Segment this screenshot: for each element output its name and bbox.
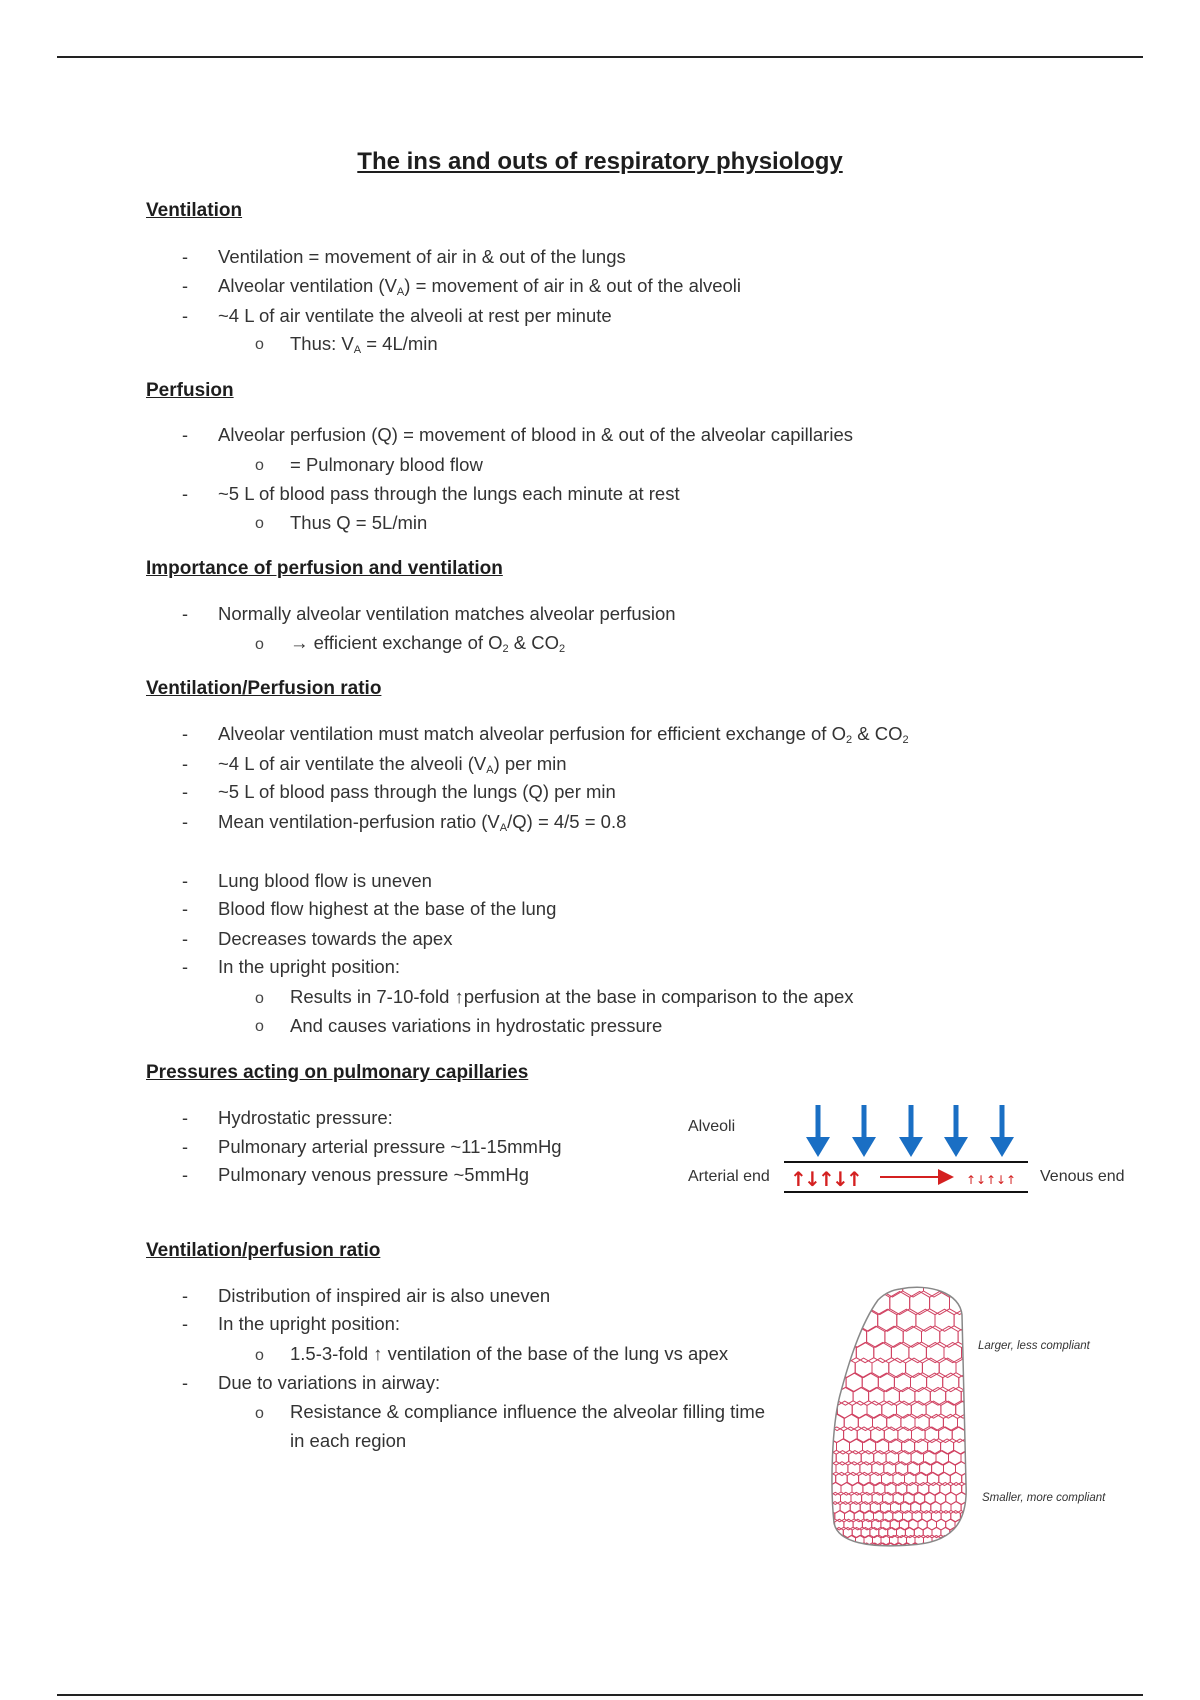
list-dash: - bbox=[182, 1314, 188, 1334]
alveolus-cell bbox=[904, 1492, 915, 1504]
section-heading-importance: Importance of perfusion and ventilation bbox=[146, 558, 503, 579]
alveolus-cell bbox=[838, 1543, 846, 1550]
list-dash: - bbox=[182, 899, 188, 919]
alveolus-cell bbox=[830, 1387, 838, 1405]
alveolus-cell bbox=[830, 1343, 839, 1363]
alveolus-cell bbox=[928, 1543, 936, 1550]
alveolus-cell bbox=[870, 1292, 890, 1315]
list-item: In the upright position: bbox=[218, 956, 401, 977]
alveolus-cell bbox=[885, 1326, 903, 1347]
alveolus-cell bbox=[903, 1326, 921, 1347]
alveolus-cell bbox=[920, 1462, 932, 1476]
alveolus-cell bbox=[837, 1439, 850, 1454]
alveolus-cell bbox=[839, 1343, 857, 1363]
alveolus-cell bbox=[936, 1543, 944, 1550]
sub-list-item: Results in 7-10-fold ↑perfusion at the base in comparison to the apex bbox=[290, 986, 854, 1007]
alveolus-cell bbox=[944, 1543, 952, 1550]
alveolus-cell bbox=[838, 1358, 855, 1377]
alveolus-cell bbox=[862, 1373, 878, 1392]
alveolus-cell bbox=[911, 1451, 923, 1465]
list-dash: - bbox=[182, 754, 188, 774]
diagram-label-venous-end: Venous end bbox=[1040, 1168, 1125, 1185]
alveolus-cell bbox=[835, 1511, 845, 1522]
alveolus-cell bbox=[836, 1451, 849, 1465]
alveolus-cell bbox=[932, 1528, 941, 1538]
alveolus-cell bbox=[965, 1285, 970, 1297]
alveolus-cell bbox=[967, 1439, 970, 1454]
alveolus-cell bbox=[958, 1535, 967, 1545]
list-dash: - bbox=[182, 957, 188, 977]
list-item: Lung blood flow is uneven bbox=[218, 870, 432, 891]
list-item: ~5 L of blood pass through the lungs each minute at rest bbox=[218, 483, 680, 504]
page-title: The ins and outs of respiratory physiology bbox=[357, 148, 843, 175]
alveolus-cell bbox=[840, 1309, 859, 1331]
sub-bullet: o bbox=[255, 990, 264, 1007]
top-rule bbox=[57, 56, 1143, 58]
list-item: Alveolar ventilation must match alveolar perfusion for efficient exchange of $O_2$ & $CO_2$ bbox=[218, 723, 909, 746]
list-dash: - bbox=[182, 247, 188, 267]
alveolus-cell bbox=[830, 1358, 838, 1377]
section-heading-perfusion: Perfusion bbox=[146, 380, 234, 401]
sub-bullet: o bbox=[255, 336, 264, 353]
alveolus-cell bbox=[949, 1535, 958, 1545]
alveolus-cell bbox=[830, 1528, 834, 1538]
svg-text:↓: ↓ bbox=[832, 1167, 849, 1191]
down-arrow-icon bbox=[990, 1105, 1014, 1157]
sub-list-item: Thus: $V_A = 4L/\min$ bbox=[290, 333, 438, 356]
capillary-pressure-diagram bbox=[780, 1100, 1040, 1200]
alveolus-cell bbox=[839, 1535, 848, 1545]
alveolus-cell bbox=[878, 1373, 894, 1392]
sub-list-item: Resistance & compliance influence the alveolar filling time bbox=[290, 1401, 766, 1422]
sub-list-item-continued: in each region bbox=[290, 1430, 407, 1451]
alveolus-cell bbox=[830, 1292, 850, 1315]
down-arrow-icon bbox=[806, 1105, 830, 1157]
list-item: Blood flow highest at the base of the lung bbox=[218, 898, 557, 919]
list-dash: - bbox=[182, 1373, 188, 1393]
alveolus-cell bbox=[830, 1543, 838, 1550]
list-dash: - bbox=[182, 724, 188, 744]
alveolus-cell bbox=[969, 1543, 971, 1550]
diagram-label-alveoli: Alveoli bbox=[688, 1118, 736, 1135]
down-arrow-icon bbox=[899, 1105, 923, 1157]
sub-bullet: o bbox=[255, 457, 264, 474]
list-item: Hydrostatic pressure: bbox=[218, 1107, 393, 1128]
svg-text:↑: ↑ bbox=[966, 1173, 977, 1187]
svg-text:↓: ↓ bbox=[804, 1167, 821, 1191]
alveolus-cell bbox=[836, 1462, 848, 1476]
list-dash: - bbox=[182, 425, 188, 445]
section-heading-vq-ratio-2: Ventilation/perfusion ratio bbox=[146, 1240, 381, 1261]
alveolus-cell bbox=[952, 1543, 960, 1550]
alveolus-cell bbox=[952, 1427, 966, 1443]
list-dash: - bbox=[182, 306, 188, 326]
alveolus-cell bbox=[867, 1326, 885, 1347]
alveolus-cell bbox=[908, 1462, 920, 1476]
alveolus-cell bbox=[830, 1535, 839, 1545]
alveolus-cell bbox=[916, 1309, 935, 1331]
alveolus-cell bbox=[911, 1373, 927, 1392]
lung-alveoli-illustration bbox=[830, 1285, 970, 1550]
down-arrow-icon bbox=[852, 1105, 876, 1157]
list-dash: - bbox=[182, 1108, 188, 1128]
list-item: ~4 L of air ventilate the alveoli $(V_A)$ per min bbox=[218, 753, 567, 776]
alveolus-cell bbox=[841, 1492, 852, 1504]
list-dash: - bbox=[182, 276, 188, 296]
list-item: Mean ventilation-perfusion ratio $(V_A/Q) = 4/5 = 0.8$ bbox=[218, 811, 627, 834]
alveolus-cell bbox=[966, 1535, 970, 1545]
svg-text:↓: ↓ bbox=[996, 1173, 1007, 1187]
svg-text:↑: ↑ bbox=[818, 1167, 835, 1191]
alveolus-cell bbox=[830, 1326, 848, 1347]
list-item: ~4 L of air ventilate the alveoli at rest per minute bbox=[218, 305, 612, 326]
alveolus-cell bbox=[846, 1543, 854, 1550]
alveolus-cell bbox=[961, 1387, 970, 1405]
alveolus-cell bbox=[941, 1502, 951, 1514]
svg-text:↑: ↑ bbox=[986, 1173, 997, 1187]
alveolus-cell bbox=[840, 1285, 861, 1297]
diagram-label-arterial-end: Arterial end bbox=[688, 1168, 770, 1185]
svg-text:↑: ↑ bbox=[790, 1167, 807, 1191]
alveolus-cell bbox=[964, 1519, 970, 1530]
alveolus-cell bbox=[830, 1462, 836, 1476]
list-dash: - bbox=[182, 604, 188, 624]
alveolus-cell bbox=[899, 1519, 908, 1530]
alveolus-cell bbox=[931, 1502, 941, 1514]
sub-list-item: = Pulmonary blood flow bbox=[290, 454, 483, 475]
alveolus-cell bbox=[951, 1502, 961, 1514]
list-dash: - bbox=[182, 929, 188, 949]
alveolus-cell bbox=[966, 1427, 970, 1443]
section-heading-pressures: Pressures acting on pulmonary capillaries bbox=[146, 1062, 529, 1083]
list-dash: - bbox=[182, 1165, 188, 1185]
list-item: Distribution of inspired air is also uneven bbox=[218, 1285, 551, 1306]
alveolus-cell bbox=[968, 1528, 971, 1538]
alveolus-cell bbox=[969, 1292, 970, 1315]
list-item: Pulmonary arterial pressure ~11-15mmHg bbox=[218, 1136, 562, 1157]
alveolus-cell bbox=[856, 1343, 874, 1363]
list-item: In the upright position: bbox=[218, 1313, 401, 1334]
venous-exchange-arrows bbox=[966, 1173, 1016, 1187]
list-dash: - bbox=[182, 782, 188, 802]
alveolus-cell bbox=[853, 1387, 869, 1405]
alveolus-cell bbox=[960, 1543, 968, 1550]
alveolus-cell bbox=[859, 1309, 878, 1331]
alveolus-cell bbox=[830, 1309, 840, 1331]
list-item: Alveolar ventilation $(V_A)$ = movement of air in & out of the alveoli bbox=[218, 275, 742, 298]
svg-text:↓: ↓ bbox=[976, 1173, 987, 1187]
sub-list-item: Thus Q = 5L/min bbox=[290, 512, 428, 533]
alveolus-cell bbox=[897, 1309, 916, 1331]
alveolus-cell bbox=[967, 1492, 970, 1504]
list-dash: - bbox=[182, 1286, 188, 1306]
lung-label-bottom: Smaller, more compliant bbox=[982, 1492, 1106, 1504]
sub-bullet: o bbox=[255, 636, 264, 653]
alveolus-cell bbox=[890, 1292, 910, 1315]
alveolus-cell bbox=[939, 1472, 951, 1485]
list-dash: - bbox=[182, 1137, 188, 1157]
section-heading-ventilation: Ventilation bbox=[146, 200, 243, 221]
sub-list-item: → efficient exchange of $O_2$ & $CO_2$ bbox=[290, 632, 566, 655]
alveolus-cell bbox=[830, 1414, 844, 1430]
svg-text:↑: ↑ bbox=[1006, 1173, 1017, 1187]
list-dash: - bbox=[182, 812, 188, 832]
sub-bullet: o bbox=[255, 1405, 264, 1422]
sub-bullet: o bbox=[255, 1018, 264, 1035]
alveolus-cell bbox=[944, 1285, 965, 1297]
list-dash: - bbox=[182, 871, 188, 891]
list-item: Decreases towards the apex bbox=[218, 928, 453, 949]
alveolus-cell bbox=[841, 1483, 852, 1496]
list-item: Normally alveolar ventilation matches alveolar perfusion bbox=[218, 603, 676, 624]
bottom-rule bbox=[57, 1694, 1143, 1696]
alveolus-cell bbox=[850, 1292, 870, 1315]
list-item: Pulmonary venous pressure ~5mmHg bbox=[218, 1164, 530, 1185]
section-heading-vq-ratio: Ventilation/Perfusion ratio bbox=[146, 678, 382, 699]
alveolus-cell bbox=[910, 1292, 930, 1315]
list-dash: - bbox=[182, 484, 188, 504]
sub-list-item: 1.5-3-fold ↑ ventilation of the base of the lung vs apex bbox=[290, 1343, 729, 1364]
arterial-exchange-arrows bbox=[790, 1167, 863, 1191]
alveolus-cell bbox=[830, 1285, 840, 1297]
alveolus-cell bbox=[923, 1528, 932, 1538]
list-item: Due to variations in airway: bbox=[218, 1372, 441, 1393]
alveolus-cell bbox=[924, 1451, 937, 1465]
alveolus-cell bbox=[914, 1492, 925, 1504]
sub-list-item: And causes variations in hydrostatic pressure bbox=[290, 1015, 663, 1036]
alveolus-cell bbox=[950, 1472, 961, 1485]
alveolus-cell bbox=[930, 1292, 950, 1315]
alveolus-cell bbox=[894, 1373, 910, 1392]
alveolus-cell bbox=[968, 1462, 971, 1476]
sub-bullet: o bbox=[255, 1347, 264, 1364]
down-arrow-icon bbox=[944, 1105, 968, 1157]
list-item: ~5 L of blood pass through the lungs (Q) per min bbox=[218, 781, 616, 802]
sub-bullet: o bbox=[255, 515, 264, 532]
alveolar-pressure-arrows bbox=[806, 1105, 1014, 1157]
list-item: Alveolar perfusion (Q) = movement of blood in & out of the alveolar capillaries bbox=[218, 424, 853, 445]
lung-label-top: Larger, less compliant bbox=[978, 1340, 1090, 1352]
alveolus-cell bbox=[844, 1414, 858, 1430]
alveolus-cell bbox=[861, 1285, 882, 1297]
list-item: Ventilation = movement of air in & out of the lungs bbox=[218, 246, 626, 267]
svg-text:↑: ↑ bbox=[846, 1167, 863, 1191]
alveolus-cell bbox=[878, 1309, 897, 1331]
alveolus-cell bbox=[848, 1326, 866, 1347]
alveolus-cell bbox=[959, 1528, 968, 1538]
